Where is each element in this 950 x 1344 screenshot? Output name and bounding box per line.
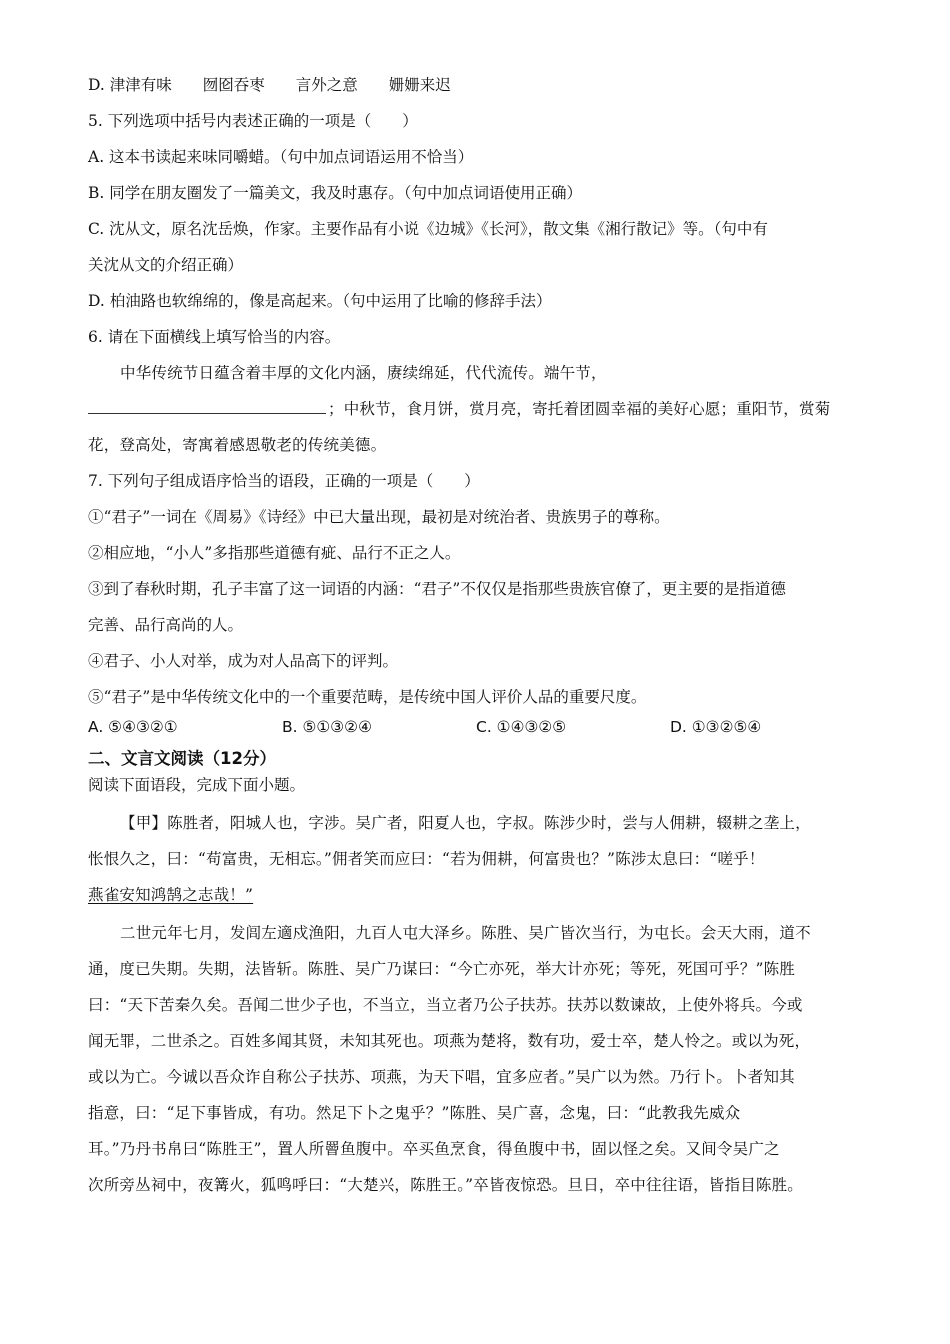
q7-option-b: B. ⑤①③②④ xyxy=(282,718,372,736)
q5-option-c-line2: 关沈从文的介绍正确） xyxy=(88,256,244,274)
passage-p1-line3-underlined: 燕雀安知鸿鹄之志哉！” xyxy=(88,886,254,904)
q7-sentence-2: ②相应地，“小人”多指那些道德有疵、品行不正之人。 xyxy=(88,544,461,562)
q7-options xyxy=(88,716,848,738)
q7-sentence-3-line2: 完善、品行高尚的人。 xyxy=(88,616,244,634)
passage-p2-line2: 通，度已失期。失期，法皆斩。陈胜、吴广乃谋曰：“今亡亦死，举大计亦死；等死，死国可乎？”陈胜 xyxy=(88,960,796,978)
q7-sentence-5: ⑤“君子”是中华传统文化中的一个重要范畴，是传统中国人评价人品的重要尺度。 xyxy=(88,688,647,706)
q7-sentence-3-line1: ③到了春秋时期，孔子丰富了这一词语的内涵：“君子”不仅仅是指那些贵族官僚了，更主要的是指道德 xyxy=(88,580,786,598)
q6-passage-line2 xyxy=(88,398,830,420)
q4-option-d: D. 津津有味 囫囵吞枣 言外之意 姗姗来迟 xyxy=(88,76,451,94)
passage-p2-line8: 次所旁丛祠中，夜篝火，狐鸣呼曰：“大楚兴，陈胜王。”卒皆夜惊恐。旦日，卒中往往语，皆指目陈胜。 xyxy=(88,1176,804,1194)
section2-heading: 二、文言文阅读（12分） xyxy=(88,749,276,768)
passage-p2-line1: 二世元年七月，发闾左適戍渔阳，九百人屯大泽乡。陈胜、吴广皆次当行，为屯长。会天大雨，道不 xyxy=(120,924,811,942)
q6-stem: 6. 请在下面横线上填写恰当的内容。 xyxy=(88,328,341,346)
q6-passage-line2-text: ；中秋节，食月饼，赏月亮，寄托着团圆幸福的美好心愿；重阳节，赏菊 xyxy=(328,400,831,418)
q5-option-d: D. 柏油路也软绵绵的，像是高起来。（句中运用了比喻的修辞手法） xyxy=(88,292,552,310)
q7-sentence-1: ①“君子”一词在《周易》《诗经》中已大量出现，最初是对统治者、贵族男子的尊称。 xyxy=(88,508,670,526)
section2-instruction: 阅读下面语段，完成下面小题。 xyxy=(88,776,306,794)
q7-option-d: D. ①③②⑤④ xyxy=(670,718,762,736)
passage-p1-line2: 怅恨久之，曰：“苟富贵，无相忘。”佣者笑而应曰：“若为佣耕，何富贵也？”陈涉太息曰：“嗟乎！ xyxy=(88,850,765,868)
q5-stem: 5. 下列选项中括号内表述正确的一项是（ ） xyxy=(88,112,418,130)
q7-option-a: A. ⑤④③②① xyxy=(88,718,178,736)
q5-option-c-line1: C. 沈从文，原名沈岳焕，作家。主要作品有小说《边城》《长河》，散文集《湘行散记》等。（句中有 xyxy=(88,220,768,238)
q6-answer-blank[interactable] xyxy=(88,399,326,414)
passage-p2-line4: 闻无罪，二世杀之。百姓多闻其贤，未知其死也。项燕为楚将，数有功，爱士卒，楚人怜之。或以为死， xyxy=(88,1032,811,1050)
passage-p2-line3: 曰：“天下苦秦久矣。吾闻二世少子也，不当立，当立者乃公子扶苏。扶苏以数谏故，上使外将兵。今或 xyxy=(88,996,803,1014)
q5-option-b: B. 同学在朋友圈发了一篇美文，我及时惠存。（句中加点词语使用正确） xyxy=(88,184,582,202)
q7-stem: 7. 下列句子组成语序恰当的语段，正确的一项是（ ） xyxy=(88,472,480,490)
q7-sentence-4: ④君子、小人对举，成为对人品高下的评判。 xyxy=(88,652,399,670)
passage-p2-line5: 或以为亡。今诚以吾众诈自称公子扶苏、项燕，为天下唱，宜多应者。”吴广以为然。乃行卜。卜者知其 xyxy=(88,1068,795,1086)
q6-passage-line3: 花，登高处，寄寓着感恩敬老的传统美德。 xyxy=(88,436,387,454)
q5-option-a: A. 这本书读起来味同嚼蜡。（句中加点词语运用不恰当） xyxy=(88,148,474,166)
q7-option-c: C. ①④③②⑤ xyxy=(476,718,567,736)
passage-p2-line7: 耳。”乃丹书帛曰“陈胜王”，置人所罾鱼腹中。卒买鱼烹食，得鱼腹中书，固以怪之矣。又间令吴广之 xyxy=(88,1140,780,1158)
passage-p2-line6: 指意，曰：“足下事皆成，有功。然足下卜之鬼乎？”陈胜、吴广喜，念鬼，曰：“此教我先威众 xyxy=(88,1104,741,1122)
q6-passage-line1: 中华传统节日蕴含着丰厚的文化内涵，赓续绵延，代代流传。端午节， xyxy=(120,364,607,382)
passage-p1-line1: 【甲】陈胜者，阳城人也，字涉。吴广者，阳夏人也，字叔。陈涉少时，尝与人佣耕，辍耕之垄上， xyxy=(120,814,811,832)
